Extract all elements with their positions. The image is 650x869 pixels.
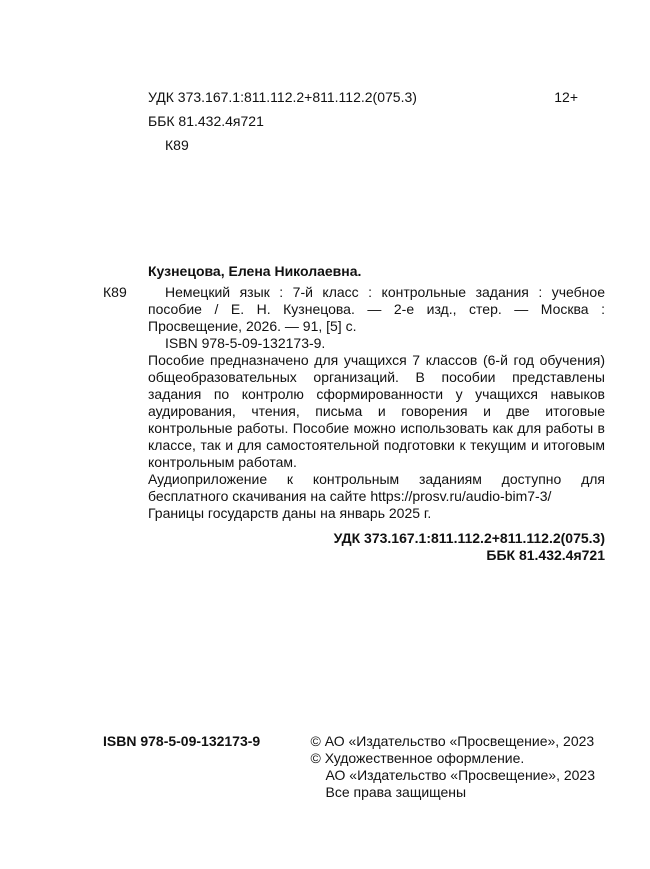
rights-reserved: Все права защищены [325,784,467,800]
author-sign-code: К89 [103,284,127,300]
copyright-block [310,733,605,801]
copyright-publisher: © АО «Издательство «Просвещение», 2023 [310,733,595,749]
imprint-top [148,85,605,157]
copyright-design: © Художественное оформление. [310,750,525,766]
udk-row [148,85,605,109]
copyright-design-publisher: АО «Издательство «Просвещение», 2023 [325,767,595,783]
author-sign-top: К89 [165,137,189,153]
bbk-code-top: ББК 81.432.4я721 [148,113,264,129]
age-rating-badge: 12+ [554,89,578,105]
entry-body [148,284,605,564]
bbk-code-bottom: ББК 81.432.4я721 [486,547,605,563]
borders-note: Границы государств даны на январь 2025 г. [148,505,432,521]
annotation-paragraph: Пособие предназначено для учащихся 7 классов (6-й год обучения) общеобразовательных организаций. В пособии представлены задания по контролю сформированности у учащихся навыков аудирования, чтения, письма и говорения и две итоговые контрольные работы. Пособие можно использовать как для работы в классе, так и для самостоятельной подготовки к текущим и итоговым контрольным работам. [148,352,605,470]
footer [103,733,605,801]
bibliographic-description: Немецкий язык : 7-й класс : контрольные задания : учебное пособие / Е. Н. Кузнецова. — 2-е изд., стер. — Москва : Просвещение, 2026. — 91, [5] с. [148,284,605,334]
author-heading: Кузнецова, Елена Николаевна. [148,263,362,279]
catalog-entry [103,284,605,564]
udk-code-top: УДК 373.167.1:811.112.2+811.112.2(075.3) [148,89,417,105]
isbn-footer: ISBN 978-5-09-132173-9 [103,733,261,749]
isbn-entry-line: ISBN 978-5-09-132173-9. [165,335,326,351]
imprint-codes-bottom [148,530,605,564]
audio-note-paragraph: Аудиоприложение к контрольным заданиям доступно для бесплатного скачивания на сайте https://prosv.ru/audio-bim7-3/ [148,471,605,504]
udk-code-bottom: УДК 373.167.1:811.112.2+811.112.2(075.3) [333,530,605,546]
